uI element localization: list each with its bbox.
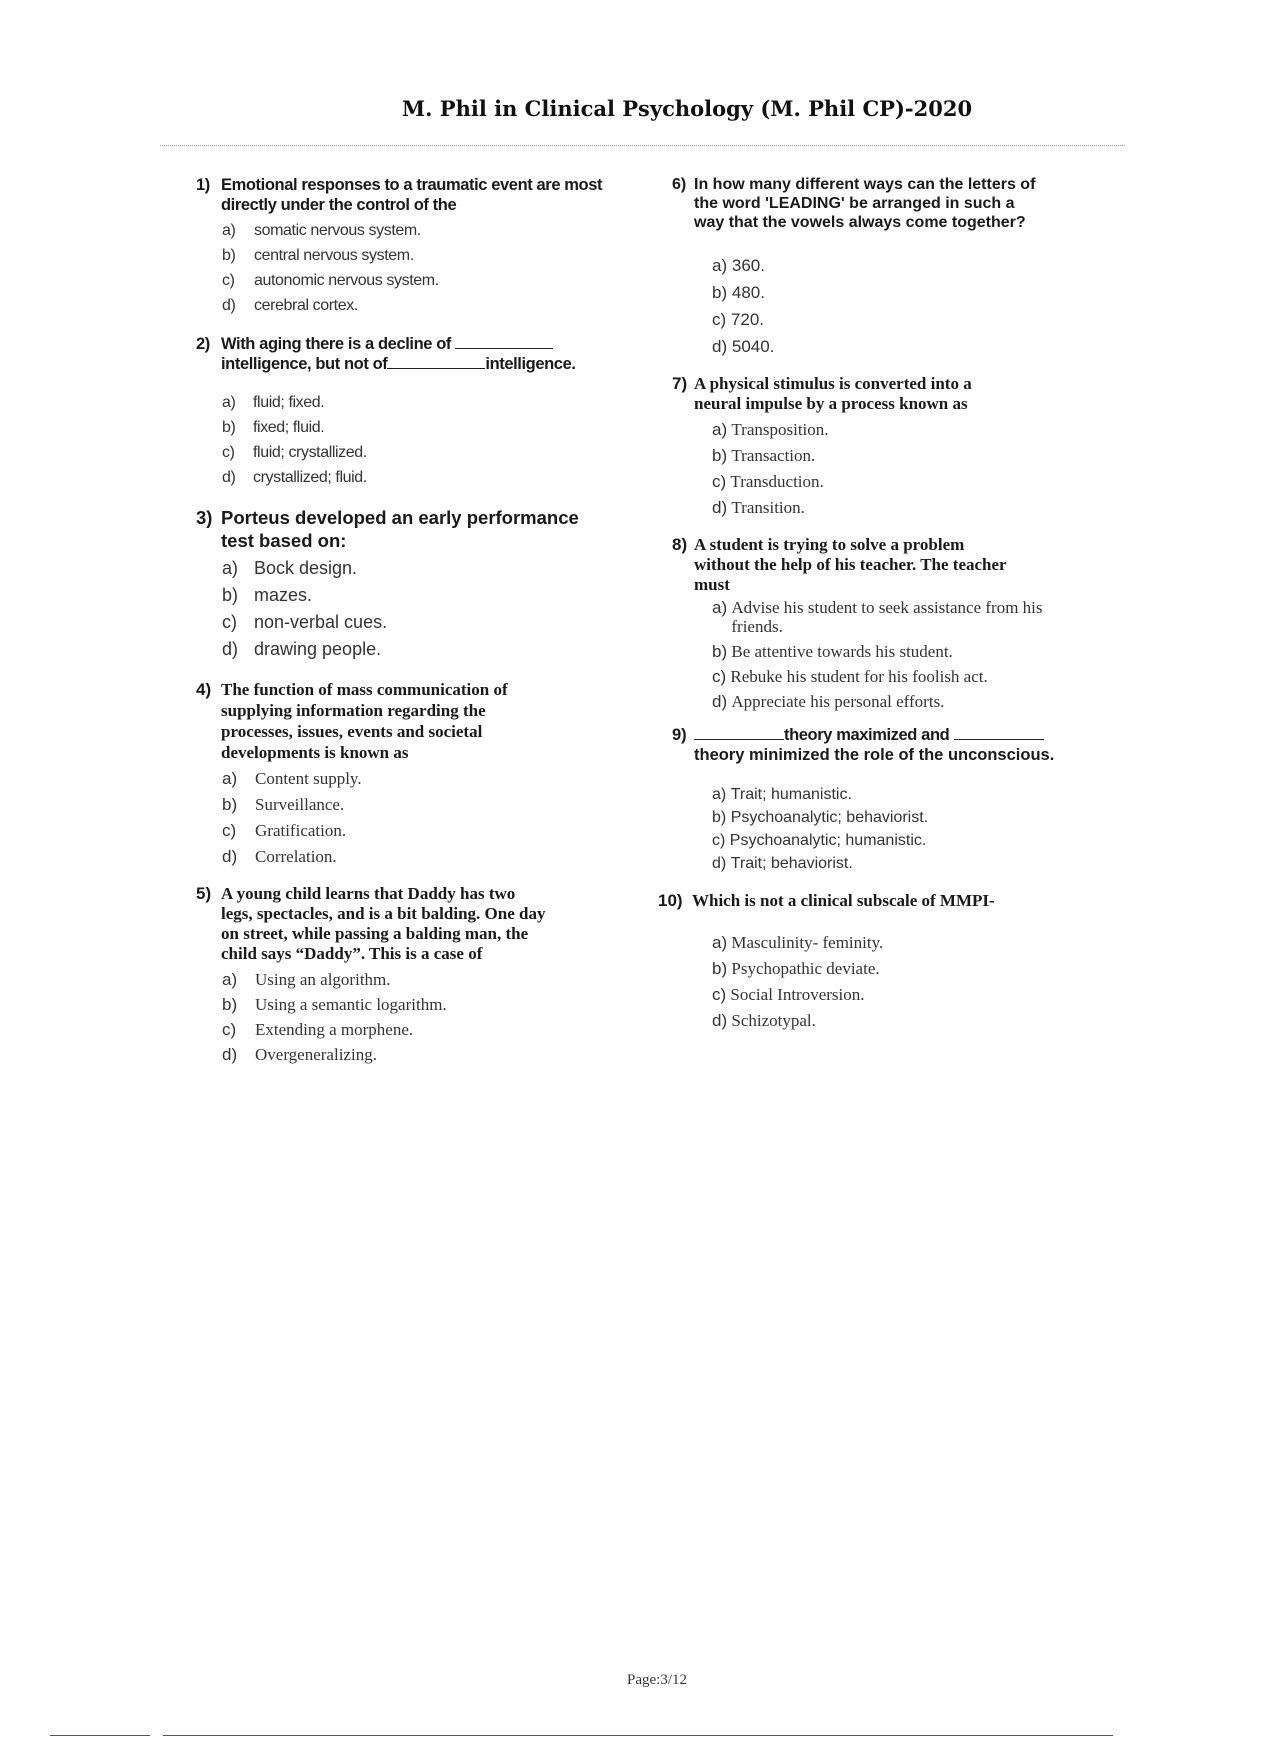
page-number: Page:3/12 — [627, 1672, 687, 1688]
option-b: b) Surveillance. — [222, 795, 345, 814]
question-number: 8) — [672, 535, 688, 554]
option-a: a) 360. — [712, 256, 765, 275]
option-b: b) 480. — [712, 283, 765, 302]
question-number: 1) — [196, 176, 210, 194]
question-stem: Emotional responses to a traumatic event are most directly under the control of the — [221, 176, 603, 214]
question-stem: theory maximized and theory minimized the role of the unconscious. — [694, 726, 1055, 764]
option-b: b) fixed; fluid. — [222, 419, 325, 436]
option-list — [672, 598, 1132, 711]
option-b: b) Transaction. — [712, 446, 816, 465]
option-c: c) 720. — [712, 310, 764, 329]
question-stem: A physical stimulus is converted into a neural impulse by a process known as — [694, 374, 972, 413]
option-list — [672, 783, 1132, 875]
option-a: a) Advise his student to seek assistance from his friends. — [712, 598, 1043, 636]
option-d: d) Appreciate his personal efforts. — [712, 692, 945, 711]
question-stem: Which is not a clinical subscale of MMPI- — [692, 891, 995, 910]
option-a: a) Bock design. — [222, 558, 358, 578]
option-a: a) Content supply. — [222, 769, 362, 788]
option-c: c) Extending a morphene. — [222, 1020, 414, 1039]
question-number: 2) — [196, 335, 210, 353]
option-a: a) Using an algorithm. — [222, 970, 391, 989]
option-c: c) Rebuke his student for his foolish act. — [712, 667, 988, 686]
option-c: c) Transduction. — [712, 472, 824, 491]
question-6 — [672, 175, 1132, 360]
option-b: b) central nervous system. — [222, 247, 414, 264]
question-4 — [196, 679, 641, 870]
answer-blank — [694, 738, 784, 740]
option-b: b) Psychoanalytic; behaviorist. — [712, 809, 929, 826]
option-b: b) mazes. — [222, 585, 313, 605]
question-stem: A student is trying to solve a problem without the help of his teacher. The teacher must — [694, 535, 1007, 594]
question-stem: A young child learns that Daddy has two legs, spectacles, and is a bit balding. One day on street, while passing a balding man, the child says “Daddy”. This is a case of — [221, 884, 546, 963]
answer-blank — [954, 738, 1044, 740]
right-column — [658, 175, 1132, 1034]
footer-divider — [163, 1735, 1113, 1736]
option-a: a) Transposition. — [712, 420, 829, 439]
option-list — [658, 930, 1132, 1034]
question-number: 3) — [196, 507, 213, 528]
option-c: c) non-verbal cues. — [222, 612, 388, 632]
option-a: a) somatic nervous system. — [222, 222, 421, 239]
question-number: 7) — [672, 374, 688, 393]
option-list — [196, 390, 641, 490]
footer-divider — [50, 1735, 150, 1736]
question-2 — [196, 334, 641, 490]
option-d: d) Transition. — [712, 498, 805, 517]
option-d: d) Schizotypal. — [712, 1011, 816, 1030]
option-a: a) Masculinity- feminity. — [712, 933, 884, 952]
question-7 — [672, 374, 1132, 521]
option-d: d) Overgeneralizing. — [222, 1045, 377, 1064]
option-b: b) Using a semantic logarithm. — [222, 995, 447, 1014]
option-c: c) autonomic nervous system. — [222, 272, 439, 289]
option-d: d) 5040. — [712, 337, 775, 356]
question-number: 10) — [658, 891, 683, 910]
option-d: d) drawing people. — [222, 639, 382, 659]
option-d: d) crystallized; fluid. — [222, 469, 367, 486]
question-stem: With aging there is a decline of intelligence, but not of intelligence. — [221, 335, 576, 373]
option-list — [196, 218, 641, 318]
question-number: 4) — [196, 680, 212, 699]
question-3 — [196, 506, 641, 663]
option-list — [196, 766, 641, 870]
header-divider — [160, 145, 1125, 146]
option-c: c) Gratification. — [222, 821, 347, 840]
question-number: 9) — [672, 726, 687, 744]
answer-blank — [455, 347, 553, 349]
option-d: d) Trait; behaviorist. — [712, 855, 853, 872]
option-c: c) Social Introversion. — [712, 985, 865, 1004]
question-9 — [672, 725, 1132, 875]
option-list — [672, 252, 1132, 360]
option-d: d) cerebral cortex. — [222, 297, 358, 314]
question-stem: The function of mass communication of supplying information regarding the processes, issues, events and societal developments is known as — [221, 680, 508, 762]
option-c: c) fluid; crystallized. — [222, 444, 367, 461]
option-b: b) Psychopathic deviate. — [712, 959, 880, 978]
question-8 — [672, 535, 1132, 711]
option-c: c) Psychoanalytic; humanistic. — [712, 832, 927, 849]
question-5 — [196, 884, 641, 1067]
question-stem: In how many different ways can the letters of the word 'LEADING' be arranged in such a way that the vowels always come together? — [694, 176, 1036, 231]
option-list — [196, 967, 641, 1067]
question-10 — [658, 891, 1132, 1034]
question-1 — [196, 175, 641, 318]
question-number: 5) — [196, 884, 212, 903]
option-list — [196, 555, 641, 663]
option-list — [672, 417, 1132, 521]
option-a: a) fluid; fixed. — [222, 394, 325, 411]
question-number: 6) — [672, 176, 687, 193]
page-title: M. Phil in Clinical Psychology (M. Phil CP)-2020 — [401, 96, 973, 121]
answer-blank — [387, 367, 485, 369]
question-stem: Porteus developed an early performance test based on: — [221, 507, 579, 551]
option-a: a) Trait; humanistic. — [712, 786, 852, 803]
left-column — [196, 175, 641, 1067]
option-b: b) Be attentive towards his student. — [712, 642, 953, 661]
option-d: d) Correlation. — [222, 847, 337, 866]
